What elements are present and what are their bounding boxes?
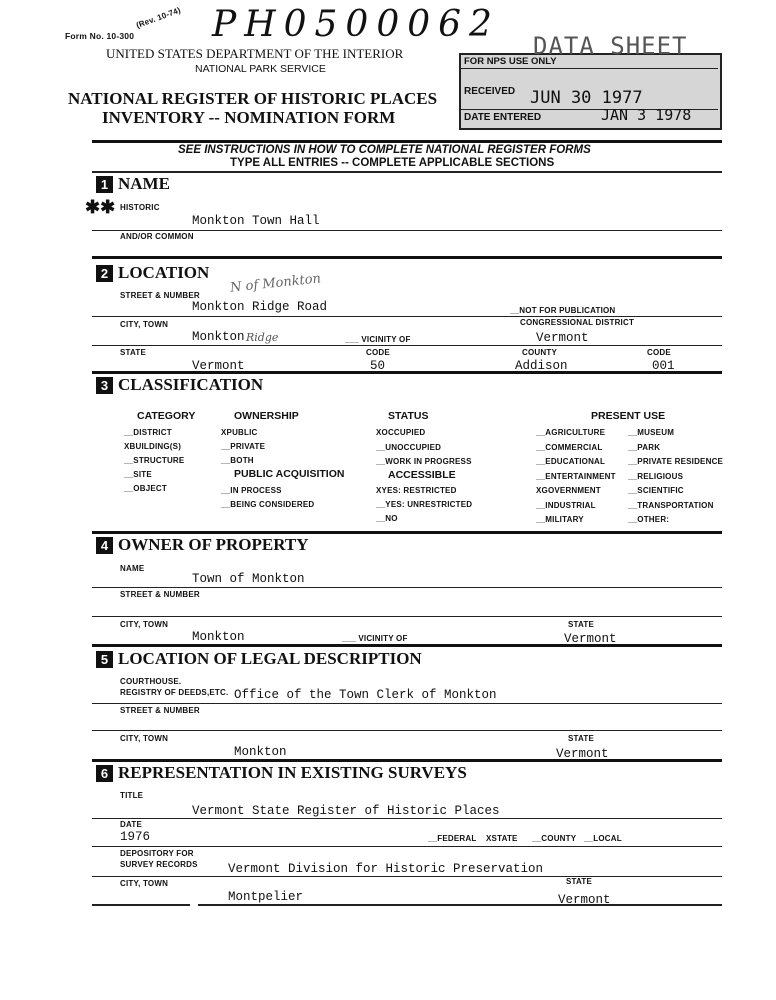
accessible-no: __NO bbox=[376, 514, 398, 523]
owner-street-label: STREET & NUMBER bbox=[120, 590, 200, 599]
use-religious: __RELIGIOUS bbox=[628, 472, 684, 481]
category-building: XBUILDING(S) bbox=[124, 442, 182, 451]
legal-city-label: CITY, TOWN bbox=[120, 734, 169, 743]
use-entertainment: __ENTERTAINMENT bbox=[536, 472, 616, 481]
section-4-title: OWNER OF PROPERTY bbox=[118, 535, 309, 554]
congressional-district-value: Vermont bbox=[536, 331, 589, 345]
use-private-residence: __PRIVATE RESIDENCE bbox=[628, 457, 724, 466]
depository-label-2: SURVEY RECORDS bbox=[120, 860, 198, 869]
survey-title-rule bbox=[92, 818, 722, 819]
street-number-label: STREET & NUMBER bbox=[120, 291, 200, 300]
street-rule bbox=[92, 316, 722, 317]
survey-date-rule bbox=[92, 846, 722, 847]
state-value: Vermont bbox=[192, 359, 245, 371]
status-header: STATUS bbox=[388, 410, 429, 422]
form-number: Form No. 10-300 bbox=[65, 31, 135, 41]
common-name-label: AND/OR COMMON bbox=[120, 232, 194, 241]
owner-vicinity-label: ___ VICINITY OF bbox=[342, 634, 408, 643]
city-handwritten-note: Ridge bbox=[246, 331, 279, 344]
section-3-number: 3 bbox=[96, 377, 113, 394]
category-structure: __STRUCTURE bbox=[124, 456, 185, 465]
survey-date-value: 1976 bbox=[120, 830, 151, 844]
present-use-header: PRESENT USE bbox=[591, 410, 666, 422]
acquisition-in-process: __IN PROCESS bbox=[221, 486, 282, 495]
category-site: __SITE bbox=[124, 470, 152, 479]
depository-value: Vermont Division for Historic Preservation bbox=[228, 862, 544, 876]
owner-name-rule bbox=[92, 587, 722, 588]
use-transportation: __TRANSPORTATION bbox=[628, 501, 714, 510]
accessible-unrestricted: __YES: UNRESTRICTED bbox=[376, 500, 473, 509]
section-1-number: 1 bbox=[96, 176, 113, 193]
survey-date-label: DATE bbox=[120, 820, 142, 829]
form-revision: (Rev. 10-74) bbox=[134, 5, 182, 31]
section-4-bottom-rule bbox=[92, 644, 722, 647]
received-date: JUN 30 1977 bbox=[530, 88, 643, 108]
acquisition-being-considered: __BEING CONSIDERED bbox=[221, 500, 315, 509]
status-work-in-progress: __WORK IN PROGRESS bbox=[376, 457, 472, 466]
section-3-bottom-rule bbox=[92, 531, 722, 534]
legal-street-label: STREET & NUMBER bbox=[120, 706, 200, 715]
status-occupied: XOCCUPIED bbox=[376, 428, 426, 437]
legal-state-value: Vermont bbox=[556, 747, 609, 759]
use-government: XGOVERNMENT bbox=[536, 486, 601, 495]
section-2-title: LOCATION bbox=[118, 263, 210, 282]
registry-rule bbox=[92, 703, 722, 704]
nps-use-label: FOR NPS USE ONLY bbox=[464, 56, 557, 67]
use-commercial: __COMMERCIAL bbox=[536, 443, 603, 452]
section-4-number: 4 bbox=[96, 537, 113, 554]
registry-label: REGISTRY OF DEEDS,ETC. bbox=[120, 688, 229, 697]
county-value: Addison bbox=[515, 359, 568, 371]
category-header: CATEGORY bbox=[137, 410, 196, 422]
category-district: __DISTRICT bbox=[124, 428, 172, 437]
service-name: NATIONAL PARK SERVICE bbox=[195, 63, 326, 75]
section-1-title: NAME bbox=[118, 174, 170, 193]
county-label: COUNTY bbox=[522, 348, 557, 357]
form-title-line2: INVENTORY -- NOMINATION FORM bbox=[102, 108, 396, 127]
survey-city-rule-left bbox=[92, 904, 190, 906]
county-code-label: CODE bbox=[647, 348, 671, 357]
date-entered-value: JAN 3 1978 bbox=[601, 106, 692, 124]
depository-rule bbox=[92, 876, 722, 877]
survey-state-label: STATE bbox=[566, 877, 593, 886]
accessible-restricted: XYES: RESTRICTED bbox=[376, 486, 457, 495]
historic-name-value: Monkton Town Hall bbox=[192, 214, 320, 228]
state-label: STATE bbox=[120, 348, 147, 357]
handwritten-reference-id: PH0500062 bbox=[212, 4, 500, 45]
owner-city-value: Monkton bbox=[192, 630, 245, 644]
instructions-line1: SEE INSTRUCTIONS IN HOW TO COMPLETE NATIONAL REGISTER FORMS bbox=[178, 144, 591, 156]
received-label: RECEIVED bbox=[464, 86, 516, 97]
level-state: XSTATE bbox=[486, 834, 518, 843]
section-6-title: REPRESENTATION IN EXISTING SURVEYS bbox=[118, 763, 467, 782]
survey-title-value: Vermont State Register of Historic Places bbox=[192, 804, 500, 818]
section-3-title: CLASSIFICATION bbox=[118, 375, 264, 394]
level-local: __LOCAL bbox=[584, 834, 622, 843]
city-value: Monkton bbox=[192, 330, 245, 344]
survey-city-rule-right bbox=[198, 904, 722, 906]
section-5-bottom-rule bbox=[92, 759, 722, 762]
date-entered-label: DATE ENTERED bbox=[464, 112, 542, 123]
survey-title-label: TITLE bbox=[120, 791, 144, 800]
survey-city-label: CITY, TOWN bbox=[120, 879, 169, 888]
section-5-number: 5 bbox=[96, 651, 113, 668]
level-county: __COUNTY bbox=[532, 834, 577, 843]
section-5-title: LOCATION OF LEGAL DESCRIPTION bbox=[118, 649, 422, 668]
accessible-header: ACCESSIBLE bbox=[388, 469, 456, 481]
form-title-line1: NATIONAL REGISTER OF HISTORIC PLACES bbox=[68, 89, 438, 108]
courthouse-label: COURTHOUSE. bbox=[120, 677, 182, 686]
owner-vicinity-text: VICINITY OF bbox=[358, 634, 408, 643]
legal-state-label: STATE bbox=[568, 734, 595, 743]
owner-state-value: Vermont bbox=[564, 632, 617, 644]
use-military: __MILITARY bbox=[536, 515, 584, 524]
category-object: __OBJECT bbox=[124, 484, 167, 493]
instructions-bottom-rule bbox=[92, 171, 722, 173]
depository-label-1: DEPOSITORY FOR bbox=[120, 849, 194, 858]
department-name: UNITED STATES DEPARTMENT OF THE INTERIOR bbox=[106, 46, 404, 61]
level-federal: __FEDERAL bbox=[428, 834, 477, 843]
nps-divider bbox=[461, 68, 718, 69]
instructions-line2: TYPE ALL ENTRIES -- COMPLETE APPLICABLE SECTIONS bbox=[230, 157, 555, 169]
legal-city-value: Monkton bbox=[234, 745, 287, 759]
owner-city-label: CITY, TOWN bbox=[120, 620, 169, 629]
margin-handwritten-mark: ✱✱ bbox=[85, 197, 116, 217]
city-rule bbox=[92, 345, 722, 346]
owner-street-rule bbox=[92, 616, 722, 617]
historic-label: HISTORIC bbox=[120, 203, 160, 212]
ownership-private: __PRIVATE bbox=[221, 442, 266, 451]
survey-city-value: Montpelier bbox=[228, 890, 304, 904]
ownership-public: XPUBLIC bbox=[221, 428, 258, 437]
section-1-bottom-rule bbox=[92, 256, 722, 259]
county-code-value: 001 bbox=[652, 359, 675, 371]
state-code-label: CODE bbox=[366, 348, 390, 357]
street-value: Monkton Ridge Road bbox=[192, 300, 328, 314]
section-2-bottom-rule bbox=[92, 371, 722, 374]
vicinity-of-label: ___ VICINITY OF bbox=[345, 335, 411, 344]
status-unoccupied: __UNOCCUPIED bbox=[376, 443, 442, 452]
use-museum: __MUSEUM bbox=[628, 428, 675, 437]
ownership-both: __BOTH bbox=[221, 456, 254, 465]
survey-state-value: Vermont bbox=[558, 893, 611, 905]
instructions-top-rule bbox=[92, 140, 722, 143]
city-town-label: CITY, TOWN bbox=[120, 320, 169, 329]
section-2-number: 2 bbox=[96, 265, 113, 282]
congressional-district-label: CONGRESSIONAL DISTRICT bbox=[520, 318, 635, 327]
not-for-publication: __NOT FOR PUBLICATION bbox=[510, 306, 616, 315]
data-sheet-stamp: DATA SHEET bbox=[533, 32, 688, 60]
use-other: __OTHER: bbox=[628, 515, 670, 524]
registry-value: Office of the Town Clerk of Monkton bbox=[234, 688, 497, 702]
use-agriculture: __AGRICULTURE bbox=[536, 428, 606, 437]
owner-state-label: STATE bbox=[568, 620, 595, 629]
legal-street-rule bbox=[92, 730, 722, 731]
state-code-value: 50 bbox=[370, 359, 386, 371]
use-educational: __EDUCATIONAL bbox=[536, 457, 606, 466]
public-acquisition-header: PUBLIC ACQUISITION bbox=[234, 468, 345, 480]
use-park: __PARK bbox=[628, 443, 661, 452]
use-industrial: __INDUSTRIAL bbox=[536, 501, 596, 510]
owner-name-label: NAME bbox=[120, 564, 145, 573]
vicinity-of-text: VICINITY OF bbox=[361, 335, 411, 344]
ownership-header: OWNERSHIP bbox=[234, 410, 299, 422]
section-6-number: 6 bbox=[96, 765, 113, 782]
historic-rule bbox=[92, 230, 722, 231]
location-handwritten-note: N of Monkton bbox=[229, 271, 322, 296]
owner-name-value: Town of Monkton bbox=[192, 572, 305, 586]
use-scientific: __SCIENTIFIC bbox=[628, 486, 684, 495]
